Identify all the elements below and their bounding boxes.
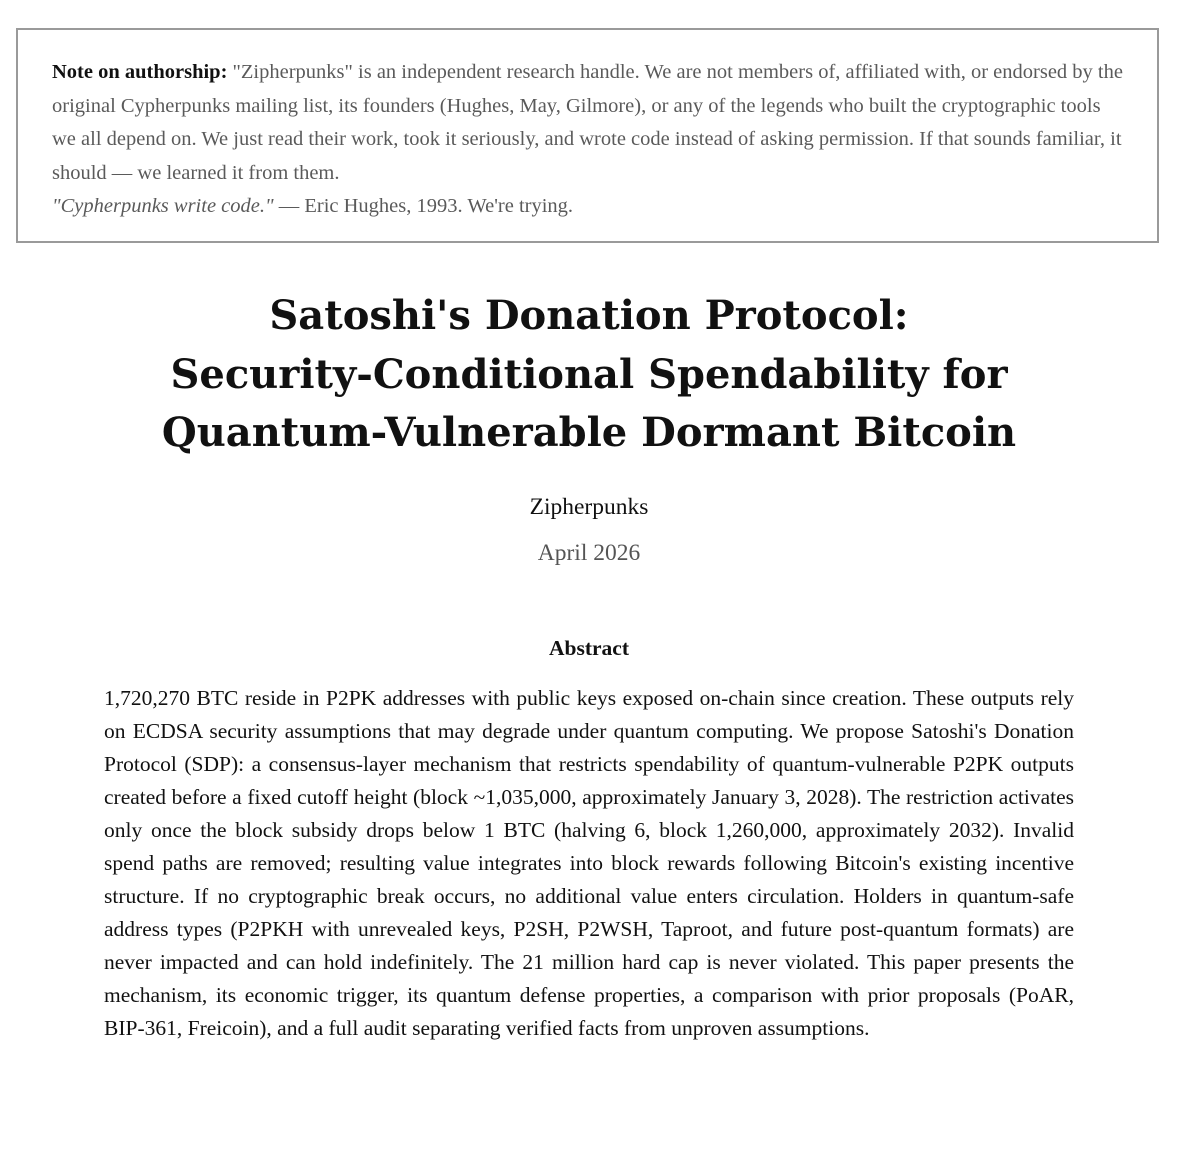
authorship-note-text: "Zipherpunks" is an independent research handle. We are not members of, affiliated with, or endorsed by the original Cypherpunks mailing list, its founders (Hughes, May, Gilmore), or any of the legends who built the cryptographic tools we all depend on. We just read their work, took it seriously, and wrote code instead of asking permission. If that sounds familiar, it should — we learned it from them. <box>52 61 1123 184</box>
paper-title-line: Quantum-Vulnerable Dormant Bitcoin <box>161 409 1017 456</box>
authorship-note <box>16 28 1159 243</box>
abstract-heading: Abstract <box>548 636 629 660</box>
paper-author: Zipherpunks <box>529 494 649 520</box>
abstract-body: 1,720,270 BTC reside in P2PK addresses with public keys exposed on-chain since creation. These outputs rely on ECDSA security assumptions that may degrade under quantum computing. We propose Satoshi's Donation Protocol (SDP): a consensus-layer mechanism that restricts spendability of quantum-vulnerable P2PK outputs created before a fixed cutoff height (block ~1,035,000, approximately January 3, 2028). The restriction activates only once the block subsidy drops below 1 BTC (halving 6, block 1,260,000, approximately 2032). Invalid spend paths are removed; resulting value integrates into block rewards following Bitcoin's existing incentive structure. If no cryptographic break occurs, no additional value enters circulation. Holders in quantum-safe address types (P2PKH with unrevealed keys, P2SH, P2WSH, Taproot, and future post-quantum formats) are never impacted and can hold indefinitely. The 21 million hard cap is never violated. This paper presents the mechanism, its economic trigger, its quantum defense properties, a comparison with prior proposals (PoAR, BIP-361, Freicoin), and a full audit separating verified facts from unproven assumptions. <box>104 686 1074 1040</box>
authorship-quote-attribution: — Eric Hughes, 1993. We're trying. <box>273 195 574 217</box>
authorship-quote: "Cypherpunks write code." <box>52 195 274 217</box>
paper-title-line: Security-Conditional Spendability for <box>170 350 1008 398</box>
authorship-note-label: Note on authorship: <box>52 61 228 83</box>
paper-title <box>0 287 1178 463</box>
authorship-quote-line <box>52 190 1123 224</box>
paper-date: April 2026 <box>537 540 641 566</box>
paper-title-line: Satoshi's Donation Protocol: <box>269 292 909 339</box>
